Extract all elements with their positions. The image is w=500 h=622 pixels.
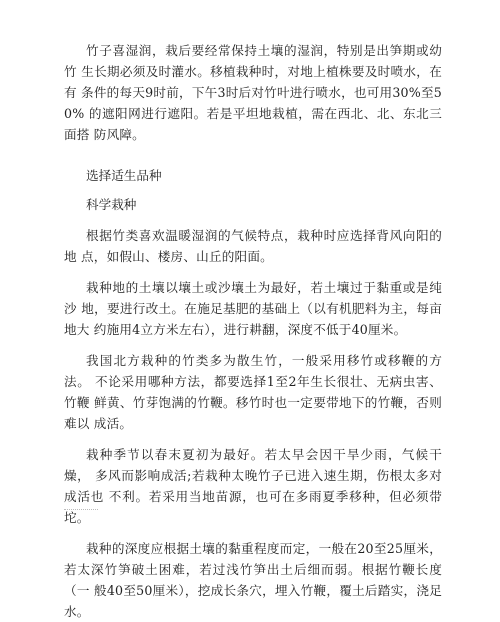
spacer: [64, 340, 442, 350]
paragraph-soil: 栽种地的土壤以壤土或沙壤土为最好，若土壤过于黏重或是纯沙 地，要进行改土。在施足基肥的基础上（以有机肥料为主，每亩地大 约施用4立方米左右），进行耕翻，深度不低于40厘米。: [64, 280, 442, 337]
spacer: [64, 215, 442, 225]
paragraph-depth: 栽种的深度应根据土壤的黏重程度而定，一般在20至25厘米， 若太深竹笋破土困难，若过浅竹笋出土后细而弱。根据竹鞭长度（一 般40至50厘米），挖成长条穴，埋入竹鞭，覆土后踏实，浇足水。: [64, 541, 442, 619]
heading-scientific-planting: 科学栽种: [86, 197, 137, 212]
paragraph-watering: 竹子喜湿润，栽后要经常保持土壤的湿润，特别是出笋期或幼竹 生长期必须及时灌水。移植栽种时，对地上植株要及时喷水，在有 条件的每天9时前，下午3时后对竹叶进行喷水，也可用30%至50% 的遮阳网进行遮阳。若是平坦地栽植，需在西北、北、东北三面搭 防风障。: [64, 43, 442, 142]
paragraph-season: 栽种季节以春末夏初为最好。若太早会因干旱少雨，气候干燥， 多风而影响成活;若栽种太晚竹子已进入速生期，伤根太多对成活也 不利。若采用当地苗源，也可在多雨夏季移种，但必须带坨。: [64, 447, 442, 525]
footnote-divider: [64, 509, 98, 510]
spacer: [64, 528, 442, 538]
heading-choose-variety: 选择适生品种: [86, 168, 162, 183]
paragraph-site-selection: 根据竹类喜欢温暖湿润的气候特点，栽种时应选择背风向阳的地 点，如假山、楼房、山丘的阳面。: [64, 228, 442, 264]
spacer: [64, 145, 442, 165]
spacer: [64, 434, 442, 444]
spacer: [64, 186, 442, 194]
spacer: [64, 267, 442, 277]
paragraph-transplant-method: 我国北方栽种的竹类多为散生竹，一般采用移竹或移鞭的方法。 不论采用哪种方法，都要选择1至2年生长很壮、无病虫害、竹鞭 鲜黄、竹芽饱满的竹鞭。移竹时也一定要带地下的竹鞭，否则难以 成活。: [64, 353, 442, 431]
